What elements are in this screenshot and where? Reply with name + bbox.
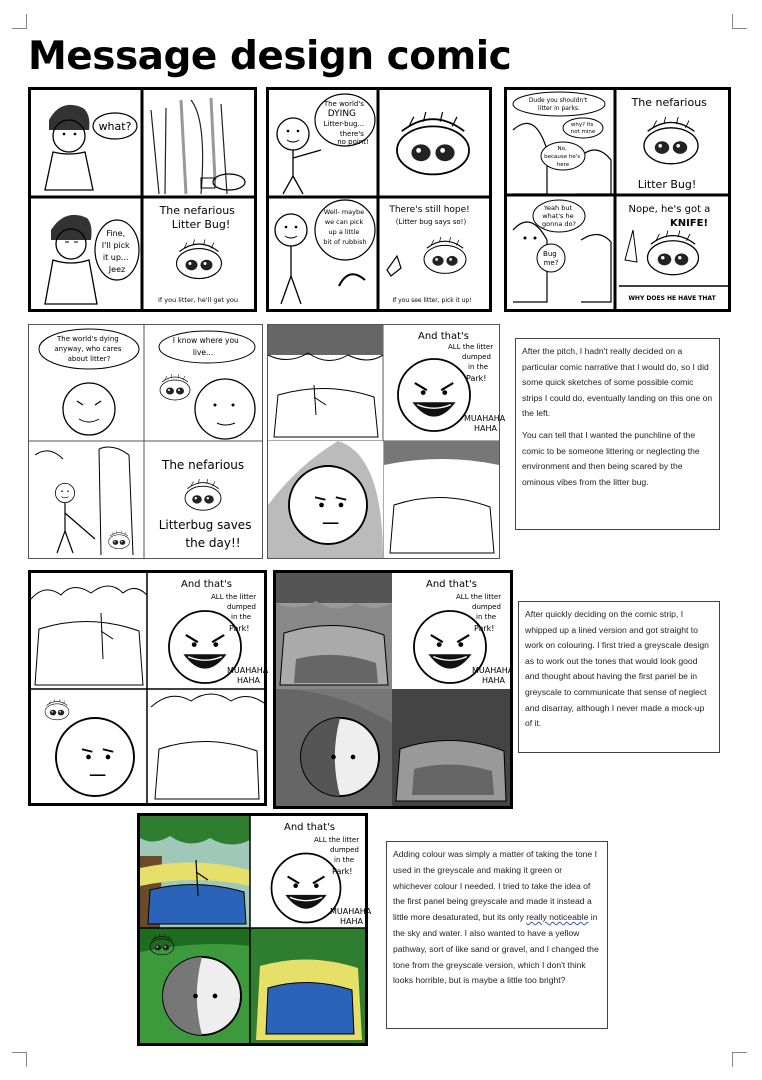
comic-strip-3 (504, 87, 731, 312)
bubble-all-litter: ALL the litter (456, 593, 502, 601)
bubble-dying-1: The world's dying (57, 335, 119, 343)
bubble-well-3: up a little (328, 228, 360, 236)
laugh-haha: HAHA (340, 917, 363, 926)
caption-litter-bug: Litter Bug! (637, 178, 697, 191)
bubble-and-thats: And that's (418, 331, 469, 342)
bubble-fine-line-4: Jeez (108, 265, 126, 274)
comic-strip-1-art (31, 90, 254, 309)
bubble-in-the: in the (468, 363, 489, 371)
comic-strip-lined (28, 570, 267, 806)
bubble-hope: There's still hope! (389, 205, 470, 215)
bubble-bug: Bug (543, 250, 557, 258)
bubble-and-thats: And that's (426, 579, 477, 590)
bubble-what: what? (98, 120, 132, 133)
bubble-no-1: No, (557, 146, 567, 152)
caption-knife: KNIFE! (669, 218, 709, 229)
laugh-muahaha: MUAHAHA (464, 414, 506, 423)
bubble-theres: there's (339, 130, 364, 138)
colour-note-part-2: in the sky and water. I also wanted to have a yellow pathway, sort of like sand or gravel, and I changed the tone from the greyscale version, which I don't think looks horrible, but is maybe a little too bright? (393, 912, 599, 986)
caption-nefarious: The nefarious (631, 96, 707, 109)
caption-bottom: If you litter, he'll get you (157, 296, 239, 304)
crop-mark-bottom-left (12, 1052, 27, 1067)
bubble-dumped: dumped (227, 603, 256, 611)
caption-nope: Nope, he's got a (628, 204, 711, 215)
bubble-no-point: no point! (337, 138, 369, 146)
svg-text:The nefarious Litterbug (159, 458, 256, 550)
bubble-hope-sub: (Litter bug says so!) (395, 218, 467, 226)
comic-strip-2-art (269, 90, 489, 309)
caption-pick-up: If you see litter, pick it up! (392, 297, 472, 304)
bubble-me: me? (543, 259, 559, 267)
svg-text:Bug me? (543, 250, 559, 267)
crop-mark-bottom-right (732, 1052, 747, 1067)
bubble-all-litter: ALL the litter (448, 343, 494, 351)
bubble-dumped: dumped (472, 603, 501, 611)
caption-the-day: the day!! (185, 536, 241, 550)
svg-text:The nefarious Litter Bug (159, 204, 239, 231)
bubble-all-litter: ALL the litter (314, 836, 360, 844)
page-title: Message design comic (28, 34, 512, 79)
bubble-fine-line-3: it up... (102, 253, 129, 262)
sketch-note-paragraph-1: After the pitch, I hadn't really decided on a particular comic narrative that I would do, so I did some quick sketches of some possible comic strips I could do, eventually landing on this one on the left. (522, 346, 713, 419)
comic-strip-3-art (507, 90, 728, 309)
bubble-yeah-2: what's he (542, 212, 574, 220)
laugh-haha: HAHA (482, 676, 505, 685)
bubble-in-the: in the (231, 613, 252, 621)
svg-text:Nope, he's got a KNIFE! (629, 204, 714, 229)
crop-mark-top-left (12, 14, 27, 29)
bubble-well-2: we can pick (324, 218, 364, 226)
bubble-fine-line-1: Fine, (106, 229, 126, 238)
caption-litter-bug: Litter Bug! (171, 218, 231, 231)
bubble-know-1: I know where you (172, 336, 239, 345)
bubble-in-the: in the (476, 613, 497, 621)
bubble-park: Park! (474, 624, 495, 633)
bubble-dying-2: anyway, who cares (54, 345, 122, 353)
bubble-no-3: here (556, 162, 570, 168)
caption-litterbug-saves: Litterbug saves (158, 518, 252, 532)
laugh-muahaha: MUAHAHA (227, 666, 269, 675)
comic-strip-greyscale-art (276, 573, 514, 806)
svg-text:Yeah but what's he (542, 204, 576, 228)
svg-text:There's still hope! (Lit (388, 205, 472, 226)
caption-nefarious: The nefarious (159, 204, 235, 217)
colour-note-underlined: really noticeable (526, 912, 589, 923)
greyscale-note-paragraph: After quickly deciding on the comic strip, I whipped up a lined version and got straight to work on colouring. I first tried a greyscale design as to work out the tones that would look good and thought about having the first panel be in greyscale to communicate that sense of neglect and disarray, although I never made a mock-up of it. (525, 609, 709, 729)
crop-mark-top-right (732, 14, 747, 29)
comic-strip-2 (266, 87, 492, 312)
greyscale-note (518, 601, 720, 753)
bubble-dumped: dumped (330, 846, 359, 854)
bubble-yeah-3: gonna do? (542, 220, 576, 228)
caption-why: WHY DOES HE HAVE THAT (628, 295, 716, 302)
bubble-why-2: not mine (570, 129, 596, 135)
bubble-and-thats: And that's (181, 579, 232, 590)
comic-strip-5 (267, 324, 506, 559)
bubble-dude-2: litter in parks. (538, 105, 580, 112)
bubble-well-1: Well- maybe (323, 208, 365, 216)
bubble-know-2: live... (192, 348, 214, 357)
comic-strip-4 (28, 324, 263, 559)
bubble-fine-line-2: I'll pick (101, 241, 130, 250)
boy-figure (45, 105, 93, 190)
laugh-haha: HAHA (237, 676, 260, 685)
comic-strip-5-art (268, 325, 506, 558)
bubble-dude-1: Dude you shouldn't (528, 97, 588, 104)
sketch-note-paragraph-2: You can tell that I wanted the punchline of the comic to be someone littering or neglecting the environment and then being scared by the ominous vibes from the litter bug. (522, 429, 700, 487)
comic-strip-colour-art (140, 816, 372, 1043)
laugh-muahaha: MUAHAHA (472, 666, 514, 675)
comic-strip-colour (137, 813, 372, 1046)
laugh-haha: HAHA (474, 424, 497, 433)
colour-note-part-1: Adding colour was simply a matter of taking the tone I used in the greyscale and making it green or whichever colour I needed. I tried to take the idea of the first panel being greyscale and made it instead a little more desaturated, but its only (393, 849, 597, 923)
laugh-muahaha: MUAHAHA (330, 907, 372, 916)
colour-note (386, 841, 608, 1029)
comic-strip-lined-art (31, 573, 269, 803)
comic-strip-1 (28, 87, 257, 312)
bubble-well-4: bit of rubbish (323, 238, 367, 246)
bubble-litter-bug: Litter-bug... (323, 120, 365, 128)
caption-nefarious: The nefarious (162, 458, 245, 472)
bubble-and-thats: And that's (284, 822, 335, 833)
bubble-park: Park! (229, 624, 250, 633)
bubble-park: Park! (466, 374, 487, 383)
bubble-dying: DYING (327, 109, 357, 119)
sketch-note (515, 338, 720, 530)
bubble-yeah-1: Yeah but (543, 204, 572, 212)
litter-bug-drawing (177, 240, 222, 279)
bubble-all-litter: ALL the litter (211, 593, 257, 601)
bubble-worlds: The world's (323, 100, 364, 108)
bubble-in-the: in the (334, 856, 355, 864)
bubble-no-2: because he's (544, 154, 581, 160)
bubble-why-1: why? Its (570, 122, 594, 128)
bubble-dumped: dumped (462, 353, 491, 361)
bubble-dying-3: about litter? (67, 355, 111, 363)
svg-text:why? Its not mine (571, 122, 596, 135)
comic-strip-greyscale (273, 570, 513, 809)
bubble-park: Park! (332, 867, 353, 876)
comic-strip-4-art (29, 325, 262, 558)
